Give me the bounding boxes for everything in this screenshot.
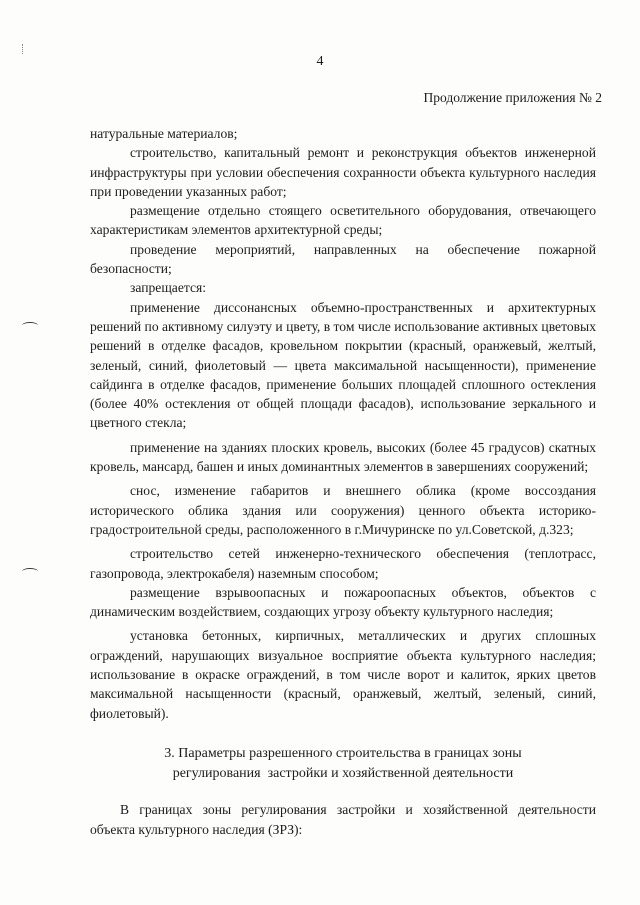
document-body (90, 124, 596, 723)
margin-mark (22, 322, 38, 329)
paragraph: применение на зданиях плоских кровель, высоких (более 45 градусов) скатных кровель, мансард, башен и иных доминантных элементов в завершениях сооружений; (90, 439, 596, 475)
page-number: 4 (316, 54, 324, 69)
section-heading-line: регулирования застройки и хозяйственной деятельности (172, 766, 514, 781)
paragraph: применение диссонансных объемно-пространственных и архитектурных решений по активному силуэту и цвету, в том числе использование активных цветовых решений в отделке фасадов, кровельном покрытии (красный, оранжевый, желтый, зеленый, синий, фиолетовый — цвета максимальной насыщенности), применение сайдинга в отделке фасадов, применение больших площадей сплошного остекления (более 40% остекления от общей площади фасадов), использование зеркального и цветного стекла; (90, 299, 596, 431)
appendix-continuation-note: Продолжение приложения № 2 (423, 90, 602, 105)
paragraph: строительство сетей инженерно-технического обеспечения (теплотрасс, газопровода, электрокабеля) наземным способом; (90, 546, 596, 581)
paragraph: В границах зоны регулирования застройки и хозяйственной деятельности объекта культурного наследия (ЗРЗ): (90, 802, 596, 837)
paragraph: размещение взрывоопасных и пожароопасных объектов, объектов с динамическим воздействием, создающих угрозу объекту культурного наследия; (90, 584, 596, 620)
paragraph: запрещается: (130, 280, 207, 296)
margin-mark (22, 568, 38, 575)
paragraph: проведение мероприятий, направленных на обеспечение пожарной безопасности; (90, 241, 596, 277)
section-heading (90, 744, 596, 784)
paragraph: установка бетонных, кирпичных, металлических и других сплошных ограждений, нарушающих визуальное восприятие объекта культурного наследия; использование в окраске ограждений, в том числе ворот и калиток, ярких цветов максимальной насыщенности (красный, оранжевый, желтый, зеленый, синий, фиолетовый). (90, 628, 596, 721)
margin-punch-mark (22, 44, 26, 54)
paragraph: строительство, капитальный ремонт и реконструкция объектов инженерной инфраструктуры при условии обеспечения сохранности объекта культурного наследия при проведении указанных работ; (90, 145, 596, 199)
paragraph: размещение отдельно стоящего осветительного оборудования, отвечающего характеристикам элементов архитектурной среды; (90, 203, 596, 238)
paragraph: снос, изменение габаритов и внешнего облика (кроме воссоздания исторического облика здания или сооружения) ценного объекта историко-градостроительной среды, расположенного в г.Мичуринске по ул.Советской, д.323; (90, 483, 596, 537)
section-heading-line: 3. Параметры разрешенного строительства в границах зоны (164, 746, 522, 761)
paragraph: натуральные материалов; (90, 126, 238, 141)
